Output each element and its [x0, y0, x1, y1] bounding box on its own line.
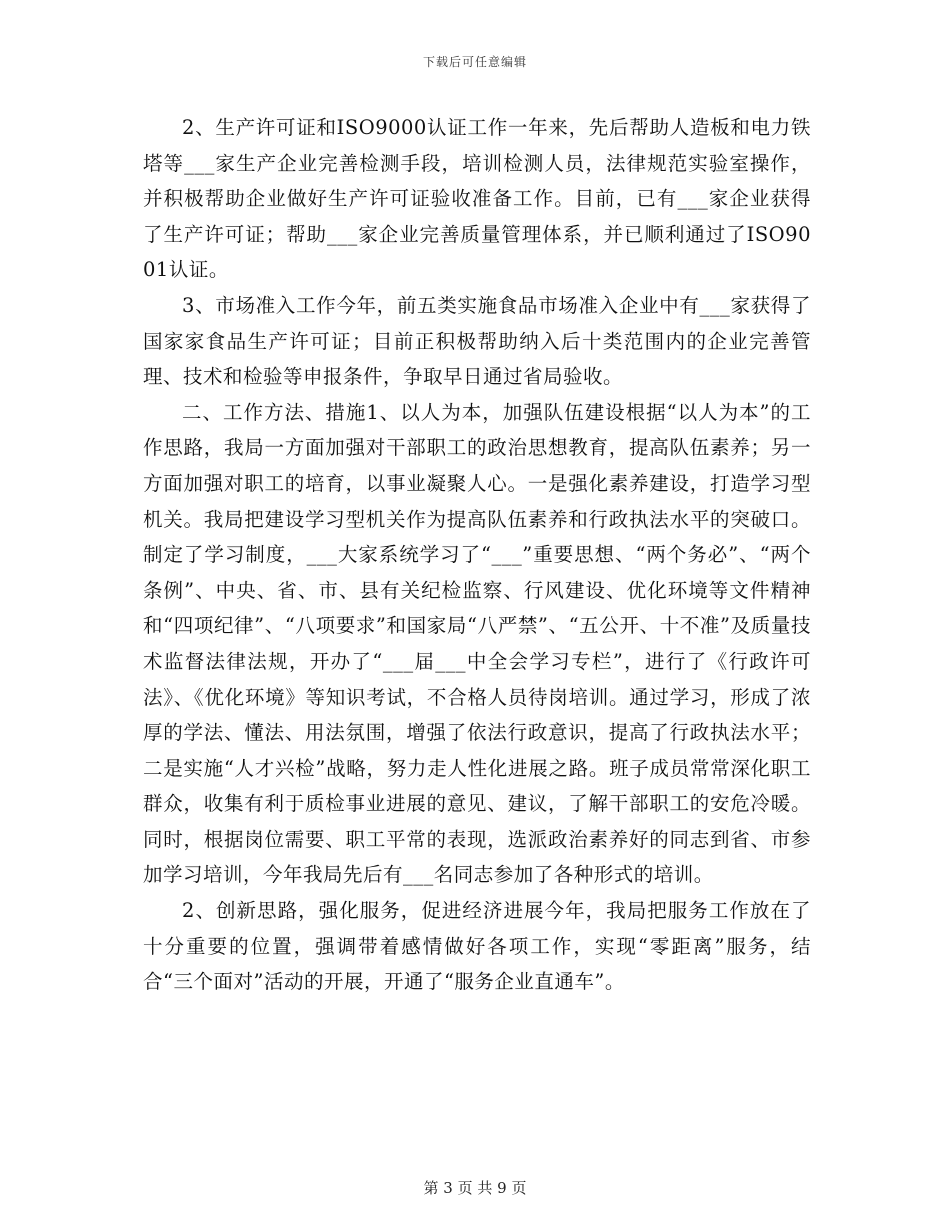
paragraph-work-methods: 二、工作方法、措施1、以人为本，加强队伍建设根据“以人为本”的工作思路，我局一方面加强对干部职工的政治思想教育，提高队伍素养；另一方面加强对职工的培育，以事业凝聚人心。一是强化素养建设，打造学习型机关。我局把建设学习型机关作为提高队伍素养和行政执法水平的突破口。制定了学习制度，___大家系统学习了“___”重要思想、“两个务必”、“两个条例”、中央、省、市、县有关纪检监察、行风建设、优化环境等文件精神和“四项纪律”、“八项要求”和国家局“八严禁”、“五公开、十不准”及质量技术监督法律法规，开办了“___届___中全会学习专栏”，进行了《行政许可法》、《优化环境》等知识考试，不合格人员待岗培训。通过学习，形成了浓厚的学法、懂法、用法氛围，增强了依法行政意识，提高了行政执法水平；二是实施“人才兴检”战略，努力走人性化进展之路。班子成员常常深化职工群众，收集有利于质检事业进展的意见、建议，了解干部职工的安危冷暖。同时，根据岗位需要、职工平常的表现，选派政治素养好的同志到省、市参加学习培训，今年我局先后有___名同志参加了各种形式的培训。: [143, 400, 811, 887]
document-body: [143, 110, 811, 1000]
page-header-note: 下载后可任意编辑: [422, 55, 527, 69]
paragraph-innovation-service: 2、创新思路，强化服务，促进经济进展今年，我局把服务工作放在了十分重要的位置，强调带着感情做好各项工作，实现“零距离”服务，结合“三个面对”活动的开展，开通了“服务企业直通车”。: [143, 899, 811, 994]
paragraph-license-certification: 2、生产许可证和ISO9000认证工作一年来，先后帮助人造板和电力铁塔等___家生产企业完善检测手段，培训检测人员，法律规范实验室操作，并积极帮助企业做好生产许可证验收准备工作。目前，已有___家企业获得了生产许可证；帮助___家企业完善质量管理体系，并已顺利通过了ISO9001认证。: [143, 116, 811, 282]
page-number-footer: 第 3 页 共 9 页: [423, 1179, 527, 1197]
paragraph-market-access: 3、市场准入工作今年，前五类实施食品市场准入企业中有___家获得了国家家食品生产许可证；目前正积极帮助纳入后十类范围内的企业完善管理、技术和检验等申报条件，争取早日通过省局验收。: [143, 293, 811, 389]
